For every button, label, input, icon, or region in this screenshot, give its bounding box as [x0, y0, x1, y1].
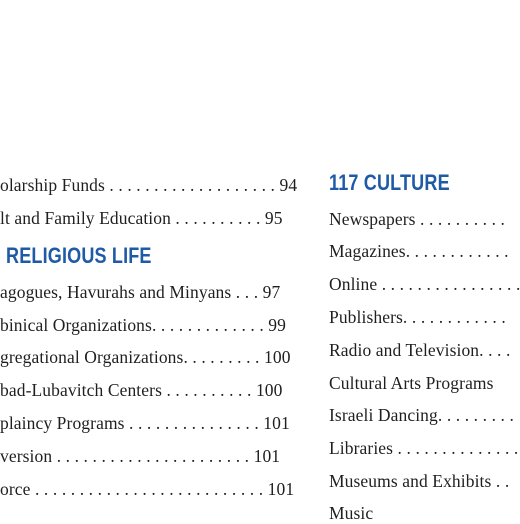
toc-entry-music[interactable]: Music	[329, 503, 374, 523]
toc-entry-congregational-organizations[interactable]: gregational Organizations. . . . . . . . . 100	[0, 347, 291, 367]
toc-entry-cultural-arts-programs[interactable]: Cultural Arts Programs	[329, 373, 494, 393]
toc-entry-publishers[interactable]: Publishers. . . . . . . . . . . .	[329, 307, 506, 327]
toc-entry-synagogues[interactable]: agogues, Havurahs and Minyans . . . 97	[0, 282, 281, 302]
toc-entry-divorce[interactable]: orce . . . . . . . . . . . . . . . . . . . . . . . . . . 101	[0, 479, 295, 499]
toc-entry-radio-and-television[interactable]: Radio and Television. . . .	[329, 340, 511, 360]
toc-entry-rabbinical-organizations[interactable]: binical Organizations. . . . . . . . . . . . . 99	[0, 315, 286, 335]
toc-entry-chaplaincy-programs[interactable]: plaincy Programs . . . . . . . . . . . . . . . 101	[0, 413, 290, 433]
toc-entry-libraries[interactable]: Libraries . . . . . . . . . . . . . .	[329, 438, 519, 458]
toc-entry-magazines[interactable]: Magazines. . . . . . . . . . . .	[329, 241, 509, 261]
section-heading-religious-life: RELIGIOUS LIFE	[6, 243, 152, 268]
section-heading-culture: 117 CULTURE	[329, 170, 450, 195]
toc-entry-museums-and-exhibits[interactable]: Museums and Exhibits . .	[329, 471, 510, 491]
toc-entry-online[interactable]: Online . . . . . . . . . . . . . . . .	[329, 274, 520, 294]
toc-entry-conversion[interactable]: version . . . . . . . . . . . . . . . . . . . . . . 101	[0, 446, 281, 466]
toc-entry-israeli-dancing[interactable]: Israeli Dancing. . . . . . . . .	[329, 405, 514, 425]
toc-entry-scholarship-funds[interactable]: olarship Funds . . . . . . . . . . . . . . . . . . . 94	[0, 175, 298, 195]
toc-entry-chabad-lubavitch-centers[interactable]: bad-Lubavitch Centers . . . . . . . . . . 100	[0, 380, 283, 400]
toc-entry-adult-family-education[interactable]: lt and Family Education . . . . . . . . . . 95	[0, 208, 283, 228]
toc-entry-newspapers[interactable]: Newspapers . . . . . . . . . .	[329, 209, 506, 229]
